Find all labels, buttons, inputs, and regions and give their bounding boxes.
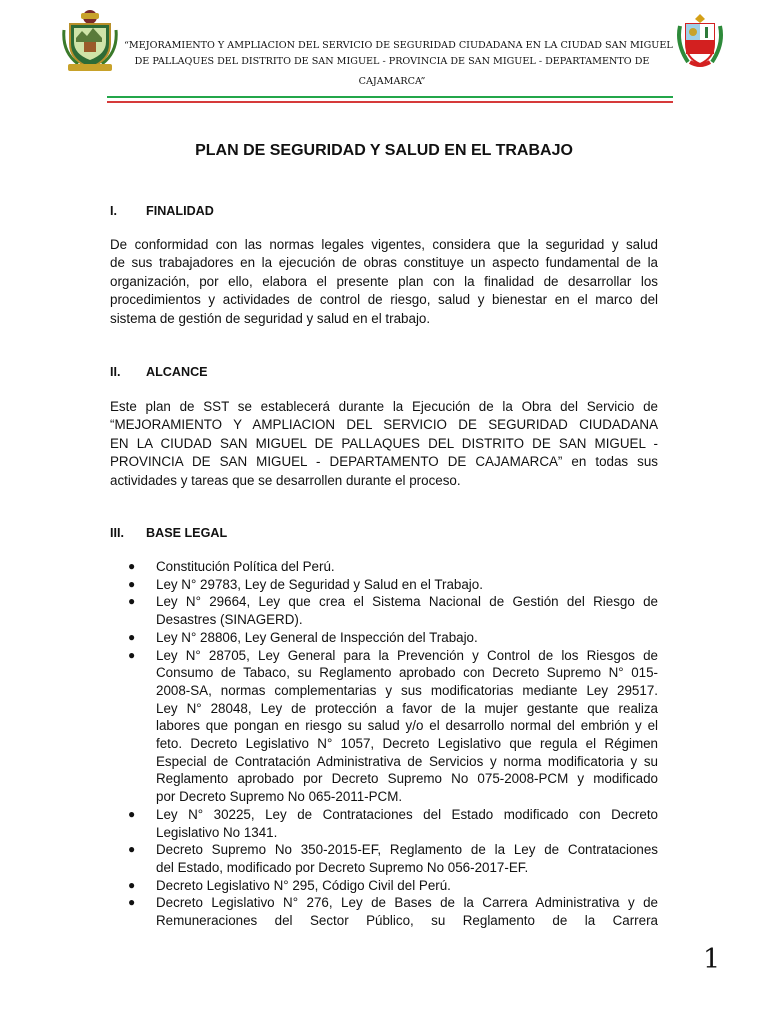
- list-item-line: Constitución Política del Perú.: [156, 559, 335, 574]
- paragraph-line: “MEJORAMIENTO Y AMPLIACION DEL SERVICIO DE SEGURIDAD CIUDADANA: [110, 417, 658, 433]
- list-item-line: Desastres (SINAGERD).: [156, 612, 303, 628]
- list-item-line: Ley N° 28806, Ley General de Inspección del Trabajo.: [156, 629, 478, 645]
- list-item: [128, 806, 658, 841]
- header-line-1: “MEJORAMIENTO Y AMPLIACION DEL SERVICIO DE SEGURIDAD CIUDADANA EN LA CIUDAD SAN MIGUEL: [124, 40, 673, 51]
- list-item-line: Legislativo No 1341.: [156, 824, 278, 840]
- section-number: III.: [110, 526, 124, 540]
- paragraph-line: organización, por ello, elabora el presente plan con la finalidad de desarrollar los: [110, 273, 658, 289]
- section-number: II.: [110, 365, 121, 379]
- paragraph-line: sistema de gestión de seguridad y salud en el trabajo.: [110, 310, 431, 326]
- list-item-line: 2008-SA, normas complementarias y sus modificatorias mediante Ley 29517.: [156, 682, 658, 698]
- page-number: 1: [703, 944, 721, 975]
- list-item: [128, 593, 658, 628]
- list-item-line: Decreto Legislativo N° 295, Código Civil del Perú.: [156, 877, 451, 893]
- header-divider-red: [107, 101, 673, 103]
- list-item-line: Remuneraciones del Sector Público, su Reglamento de la Carrera: [156, 913, 658, 929]
- list-item-line: feto. Decreto Legislativo N° 1057, Decreto Legislativo que regula el Régimen: [156, 736, 658, 752]
- header-divider-green: [107, 96, 673, 98]
- list-item-line: del Estado, modificado por Decreto Supremo No 056-2017-EF.: [156, 859, 529, 875]
- bullet-icon: ●: [128, 629, 136, 644]
- bullet-icon: ●: [128, 647, 136, 662]
- section-heading-alcance: ALCANCE: [146, 365, 208, 379]
- legal-basis-list: [128, 558, 658, 930]
- bullet-icon: ●: [128, 842, 136, 857]
- section-heading-base-legal: BASE LEGAL: [146, 526, 228, 540]
- paragraph-line: Este plan de SST se establecerá durante la Ejecución de la Obra del Servicio de: [110, 399, 658, 414]
- paragraph-line: PROVINCIA DE SAN MIGUEL - DEPARTAMENTO DE CAJAMARCA” en todas sus: [110, 454, 658, 470]
- list-item-line: Ley N° 28048, Ley de protección a favor de la mujer gestante que realiza: [156, 700, 658, 716]
- list-item-line: Ley N° 28705, Ley General para la Prevención y Control de los Riesgos de: [156, 647, 658, 663]
- project-header-title: [124, 38, 673, 90]
- list-item-line: Especial de Contratación Administrativa de Servicios y norma modificatoria y su: [156, 753, 658, 769]
- paragraph-line: De conformidad con las normas legales vigentes, considera que la seguridad y salud: [110, 237, 658, 252]
- list-item: [128, 841, 658, 876]
- peru-national-coat-of-arms-logo: [676, 14, 724, 70]
- bullet-icon: ●: [128, 895, 136, 910]
- list-item-line: labores que pongan en riesgo su salud y/o el desarrollo normal del embrión y el: [156, 718, 658, 734]
- list-item: [128, 877, 658, 895]
- bullet-icon: ●: [128, 877, 136, 892]
- list-item: [128, 647, 658, 806]
- header-line-3: CAJAMARCA”: [358, 76, 426, 87]
- bullet-icon: ●: [128, 559, 136, 573]
- section-heading-finalidad: FINALIDAD: [146, 204, 214, 218]
- document-title: PLAN DE SEGURIDAD Y SALUD EN EL TRABAJO: [195, 142, 573, 159]
- section-number: I.: [110, 204, 117, 218]
- list-item-line: Decreto Supremo No 350-2015-EF, Reglamento de la Ley de Contrataciones: [156, 842, 658, 858]
- list-item-line: Ley N° 29664, Ley que crea el Sistema Nacional de Gestión del Riesgo de: [156, 594, 658, 610]
- paragraph-line: de sus trabajadores en la ejecución de obras constituye un aspecto fundamental de la: [110, 255, 658, 271]
- bullet-icon: ●: [128, 806, 136, 821]
- paragraph-line: EN LA CIUDAD SAN MIGUEL DE PALLAQUES DEL DISTRITO DE SAN MIGUEL -: [110, 435, 658, 451]
- bullet-icon: ●: [128, 594, 136, 609]
- paragraph-line: procedimientos y actividades de control de riesgo, salud y bienestar en el marco del: [110, 292, 658, 308]
- list-item: [128, 576, 658, 594]
- header-line-2: DE PALLAQUES DEL DISTRITO DE SAN MIGUEL - PROVINCIA DE SAN MIGUEL - DEPARTAMENTO DE: [134, 56, 650, 67]
- list-item-line: Ley N° 30225, Ley de Contrataciones del Estado modificado con Decreto: [156, 806, 658, 822]
- bullet-icon: ●: [128, 576, 136, 591]
- list-item-line: Decreto Legislativo N° 276, Ley de Bases de la Carrera Administrativa y de: [156, 895, 658, 911]
- list-item-line: Consumo de Tabaco, su Reglamento aprobado con Decreto Supremo N° 015-: [156, 665, 658, 681]
- section-paragraph-finalidad: [110, 236, 658, 328]
- list-item-line: Reglamento aprobado por Decreto Supremo No 075-2008-PCM y modificado: [156, 771, 658, 787]
- paragraph-line: actividades y tareas que se desarrollen durante el proceso.: [110, 472, 461, 488]
- section-paragraph-alcance: [110, 398, 658, 490]
- list-item-line: por Decreto Supremo No 065-2011-PCM.: [156, 789, 403, 805]
- list-item-line: Ley N° 29783, Ley de Seguridad y Salud en el Trabajo.: [156, 576, 483, 592]
- list-item: [128, 558, 658, 576]
- municipal-coat-of-arms-logo: [62, 8, 118, 74]
- list-item: [128, 629, 658, 647]
- list-item: [128, 894, 658, 929]
